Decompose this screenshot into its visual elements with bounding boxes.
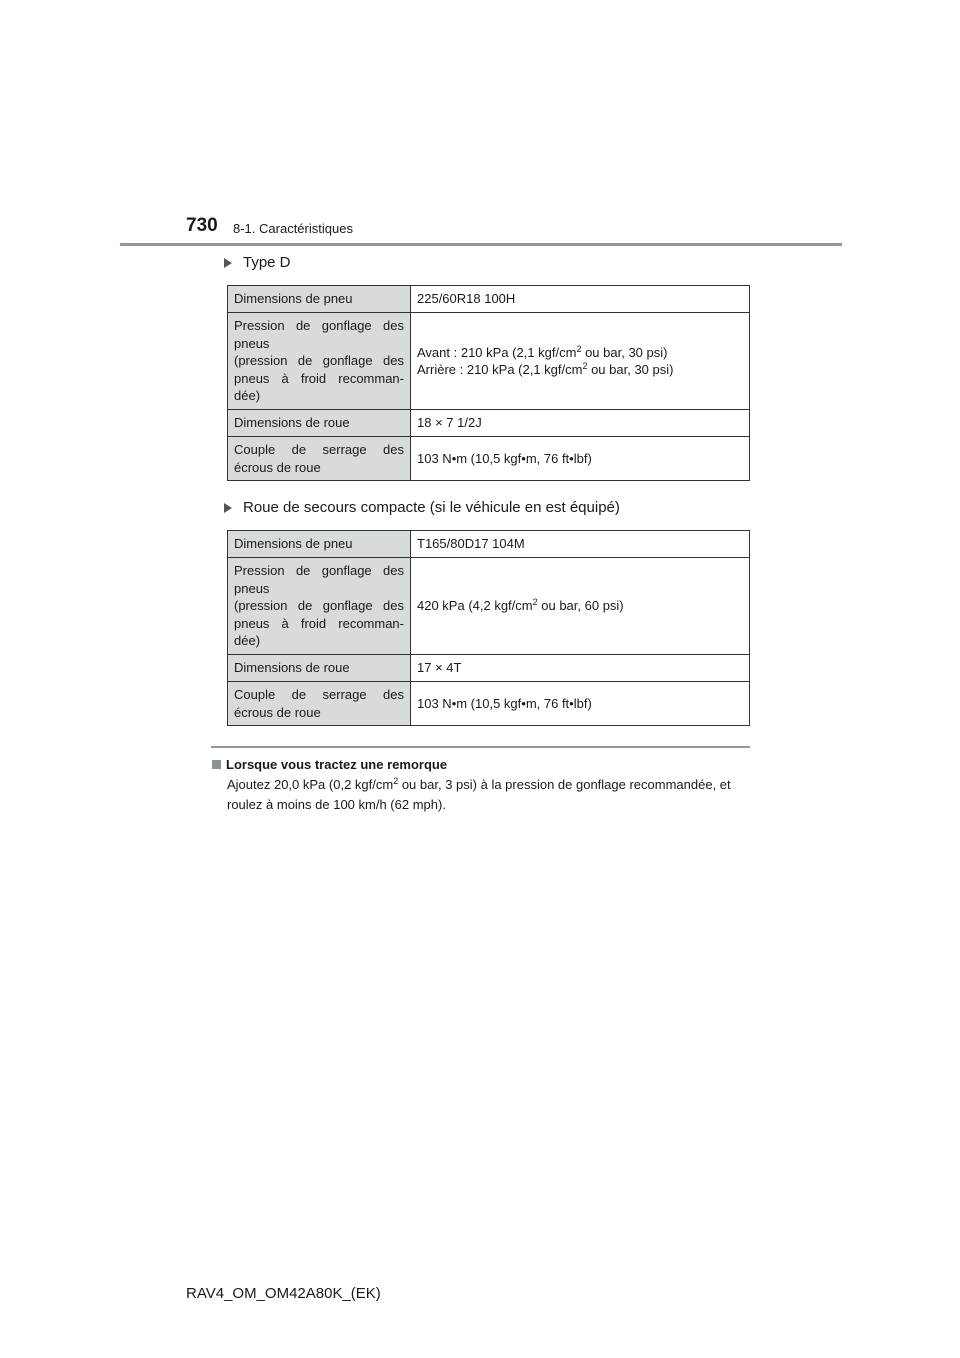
- section-heading-text: Roue de secours compacte (si le véhicule en est équipé): [243, 499, 620, 516]
- value-line: Arrière : 210 kPa (2,1 kgf/$cm^2$ ou bar, 30 psi): [417, 361, 674, 377]
- table-row: [228, 437, 750, 481]
- section-heading-spare: [224, 499, 620, 516]
- row-label: Dimensions de roue: [228, 655, 411, 682]
- row-value: 103 N•m (10,5 kgf•m, 76 ft•lbf): [411, 682, 750, 726]
- row-value: 225/60R18 100H: [411, 286, 750, 313]
- row-label: [228, 313, 411, 410]
- value-line: Avant : 210 kPa (2,1 kgf/$cm^2$ ou bar, 30 psi): [417, 343, 668, 360]
- table-row: [228, 313, 750, 410]
- row-label: Dimensions de pneu: [228, 286, 411, 313]
- label-line: Pression de gonflage des pneus: [234, 318, 404, 351]
- row-value: 103 N•m (10,5 kgf•m, 76 ft•lbf): [411, 437, 750, 481]
- table-row: [228, 531, 750, 558]
- chapter-title: 8-1. Caractéristiques: [233, 221, 353, 236]
- section-heading-type-d: [224, 254, 291, 271]
- row-label: Couple de serrage des écrous de roue: [228, 682, 411, 726]
- table-row: [228, 286, 750, 313]
- note-body: Ajoutez 20,0 kPa (0,2 kgf/$cm^2$ ou bar, 3 psi) à la pression de gonflage recommandée, et roulez à moins de 100 km/h (62 mph).: [227, 776, 731, 812]
- header-rule: [120, 243, 842, 246]
- note-rule: [211, 746, 750, 748]
- row-label: Dimensions de pneu: [228, 531, 411, 558]
- triangle-bullet-icon: [224, 258, 232, 268]
- table-row: [228, 682, 750, 726]
- note-heading: [212, 757, 447, 772]
- footer-doc-id: RAV4_OM_OM42A80K_(EK): [186, 1285, 381, 1302]
- row-value: 420 kPa (4,2 kgf/$cm^2$ ou bar, 60 psi): [411, 558, 750, 655]
- square-bullet-icon: [212, 760, 221, 769]
- section-heading-text: Type D: [243, 254, 291, 271]
- table-row: [228, 558, 750, 655]
- spec-table-type-d: [227, 285, 750, 481]
- spec-table-spare: [227, 530, 750, 726]
- label-line: (pression de gonflage des pneus à froid recomman-dée): [234, 598, 404, 649]
- note-heading-text: Lorsque vous tractez une remorque: [226, 757, 448, 772]
- page-number: 730: [186, 215, 218, 236]
- row-value: T165/80D17 104M: [411, 531, 750, 558]
- table-row: [228, 410, 750, 437]
- row-value: [411, 313, 750, 410]
- row-value: 18 × 7 1/2J: [411, 410, 750, 437]
- row-value: 17 × 4T: [411, 655, 750, 682]
- label-line: Pression de gonflage des pneus: [234, 563, 404, 596]
- label-line: (pression de gonflage des pneus à froid recomman-dée): [234, 353, 404, 404]
- row-label: Dimensions de roue: [228, 410, 411, 437]
- triangle-bullet-icon: [224, 503, 232, 513]
- row-label: Couple de serrage des écrous de roue: [228, 437, 411, 481]
- table-row: [228, 655, 750, 682]
- row-label: [228, 558, 411, 655]
